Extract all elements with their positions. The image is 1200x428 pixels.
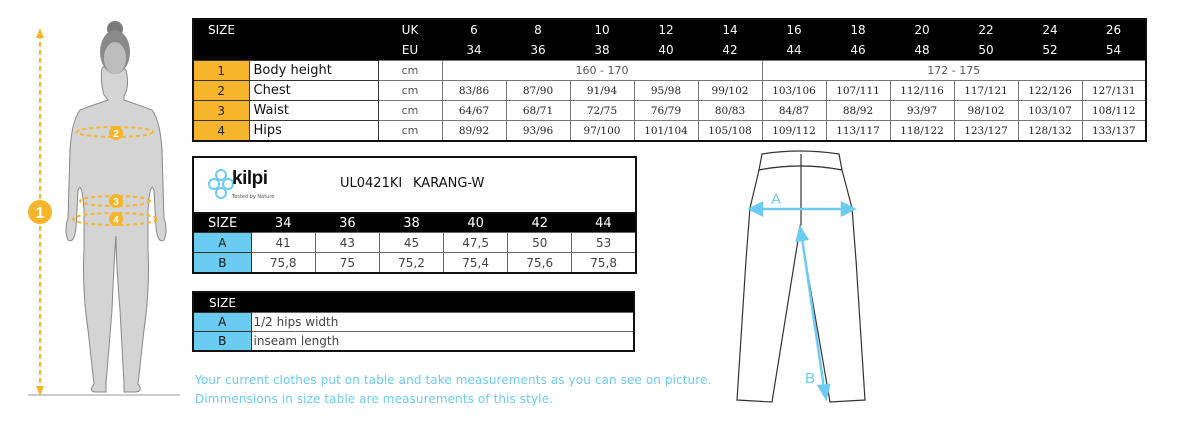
marker-3-icon [109, 194, 123, 208]
row-key: B [193, 253, 251, 274]
cell: 45 [379, 233, 443, 253]
legend-header-row [193, 292, 634, 313]
table-row-hips [193, 121, 1146, 142]
product-header [192, 156, 637, 214]
uk-size: 14 [698, 19, 762, 40]
height-range: 160 - 170 [442, 61, 762, 81]
row-number: 3 [193, 101, 249, 121]
cell: 113/117 [826, 121, 890, 142]
legend-desc: 1/2 hips width [251, 313, 634, 332]
table-row-chest [193, 81, 1146, 101]
cell: 76/79 [634, 101, 698, 121]
size-col: 36 [315, 213, 379, 233]
row-label: Chest [249, 81, 378, 101]
size-col: 42 [508, 213, 572, 233]
marker-4-icon [109, 212, 123, 226]
row-label: Body height [249, 61, 378, 81]
svg-text:4: 4 [113, 215, 119, 226]
cell: 89/92 [442, 121, 506, 142]
cell: 75,4 [444, 253, 508, 274]
cell: 91/94 [570, 81, 634, 101]
size-col: 34 [251, 213, 315, 233]
eu-size: 52 [1018, 40, 1082, 61]
cell: 75,2 [379, 253, 443, 274]
cell: 75,6 [508, 253, 572, 274]
eu-size: 44 [762, 40, 826, 61]
cell: 43 [315, 233, 379, 253]
cell: 95/98 [634, 81, 698, 101]
size-header: SIZE [193, 292, 251, 313]
instruction-note-2: Dimmensions in size table are measurements of this style. [195, 392, 553, 406]
uk-size: 22 [954, 19, 1018, 40]
uk-size: 6 [442, 19, 506, 40]
cell: 108/112 [1082, 101, 1146, 121]
eu-size: 40 [634, 40, 698, 61]
uk-size: 24 [1018, 19, 1082, 40]
cell: 50 [508, 233, 572, 253]
cell: 118/122 [890, 121, 954, 142]
cell: 75 [315, 253, 379, 274]
table-row-body-height [193, 61, 1146, 81]
cell: 88/92 [826, 101, 890, 121]
table-row-a [193, 233, 636, 253]
eu-size: 50 [954, 40, 1018, 61]
product-name: KARANG-W [413, 176, 485, 191]
eu-label: EU [378, 40, 442, 61]
eu-size: 38 [570, 40, 634, 61]
cell: 103/107 [1018, 101, 1082, 121]
cell: 105/108 [698, 121, 762, 142]
product-code: UL0421KI [340, 176, 403, 191]
eu-size: 48 [890, 40, 954, 61]
legend-key: A [193, 313, 251, 332]
cell: 101/104 [634, 121, 698, 142]
cell: 103/106 [762, 81, 826, 101]
uk-size: 8 [506, 19, 570, 40]
measurement-legend-table [192, 291, 635, 352]
cell: 93/97 [890, 101, 954, 121]
cell: 109/112 [762, 121, 826, 142]
uk-label: UK [378, 19, 442, 40]
row-key: A [193, 233, 251, 253]
cell: 72/75 [570, 101, 634, 121]
cell: 75,8 [572, 253, 636, 274]
cell: 123/127 [954, 121, 1018, 142]
eu-size: 36 [506, 40, 570, 61]
eu-size-row [193, 40, 1146, 61]
row-number: 1 [193, 61, 249, 81]
cell: 133/137 [1082, 121, 1146, 142]
cell: 68/71 [506, 101, 570, 121]
label-a: A [771, 191, 782, 208]
cell: 128/132 [1018, 121, 1082, 142]
brand-tagline: Tested by Nature [232, 194, 275, 200]
cell: 80/83 [698, 101, 762, 121]
cell: 87/90 [506, 81, 570, 101]
eu-size: 54 [1082, 40, 1146, 61]
row-label: Hips [249, 121, 378, 142]
uk-size: 18 [826, 19, 890, 40]
table-row-waist [193, 101, 1146, 121]
cell: 117/121 [954, 81, 1018, 101]
uk-size: 20 [890, 19, 954, 40]
legend-row-b [193, 332, 634, 352]
cell: 107/111 [826, 81, 890, 101]
marker-1-icon [28, 200, 52, 224]
size-col: 40 [444, 213, 508, 233]
svg-text:2: 2 [113, 129, 119, 140]
row-unit: cm [378, 61, 442, 81]
marker-2-icon [109, 126, 123, 140]
cell: 127/131 [1082, 81, 1146, 101]
cell: 47,5 [444, 233, 508, 253]
cell: 83/86 [442, 81, 506, 101]
legend-desc: inseam length [251, 332, 634, 352]
row-number: 2 [193, 81, 249, 101]
cell: 84/87 [762, 101, 826, 121]
brand-name: kilpi [232, 168, 268, 189]
pants-diagram [720, 140, 880, 420]
row-unit: cm [378, 121, 442, 142]
cell: 97/100 [570, 121, 634, 142]
eu-size: 42 [698, 40, 762, 61]
row-label: Waist [249, 101, 378, 121]
size-header: SIZE [193, 213, 251, 233]
eu-size: 46 [826, 40, 890, 61]
cell: 122/126 [1018, 81, 1082, 101]
row-unit: cm [378, 81, 442, 101]
cell: 41 [251, 233, 315, 253]
product-size-table [192, 212, 637, 274]
uk-size-row [193, 19, 1146, 40]
uk-size: 26 [1082, 19, 1146, 40]
instruction-note-1: Your current clothes put on table and take measurements as you can see on picture. [195, 373, 712, 387]
size-chart-table [192, 18, 1147, 142]
table-row-b [193, 253, 636, 274]
size-col: 44 [572, 213, 636, 233]
legend-key: B [193, 332, 251, 352]
cell: 98/102 [954, 101, 1018, 121]
height-range: 172 - 175 [762, 61, 1146, 81]
size-header: SIZE [193, 19, 249, 40]
row-unit: cm [378, 101, 442, 121]
svg-text:3: 3 [113, 197, 119, 208]
product-size-header-row [193, 213, 636, 233]
body-measurement-figure [0, 0, 190, 428]
cell: 93/96 [506, 121, 570, 142]
cell: 99/102 [698, 81, 762, 101]
cell: 75,8 [251, 253, 315, 274]
row-number: 4 [193, 121, 249, 142]
legend-row-a [193, 313, 634, 332]
svg-text:1: 1 [35, 205, 45, 222]
cell: 112/116 [890, 81, 954, 101]
uk-size: 12 [634, 19, 698, 40]
cell: 53 [572, 233, 636, 253]
cell: 64/67 [442, 101, 506, 121]
eu-size: 34 [442, 40, 506, 61]
size-col: 38 [379, 213, 443, 233]
uk-size: 16 [762, 19, 826, 40]
uk-size: 10 [570, 19, 634, 40]
label-b: B [805, 370, 816, 387]
